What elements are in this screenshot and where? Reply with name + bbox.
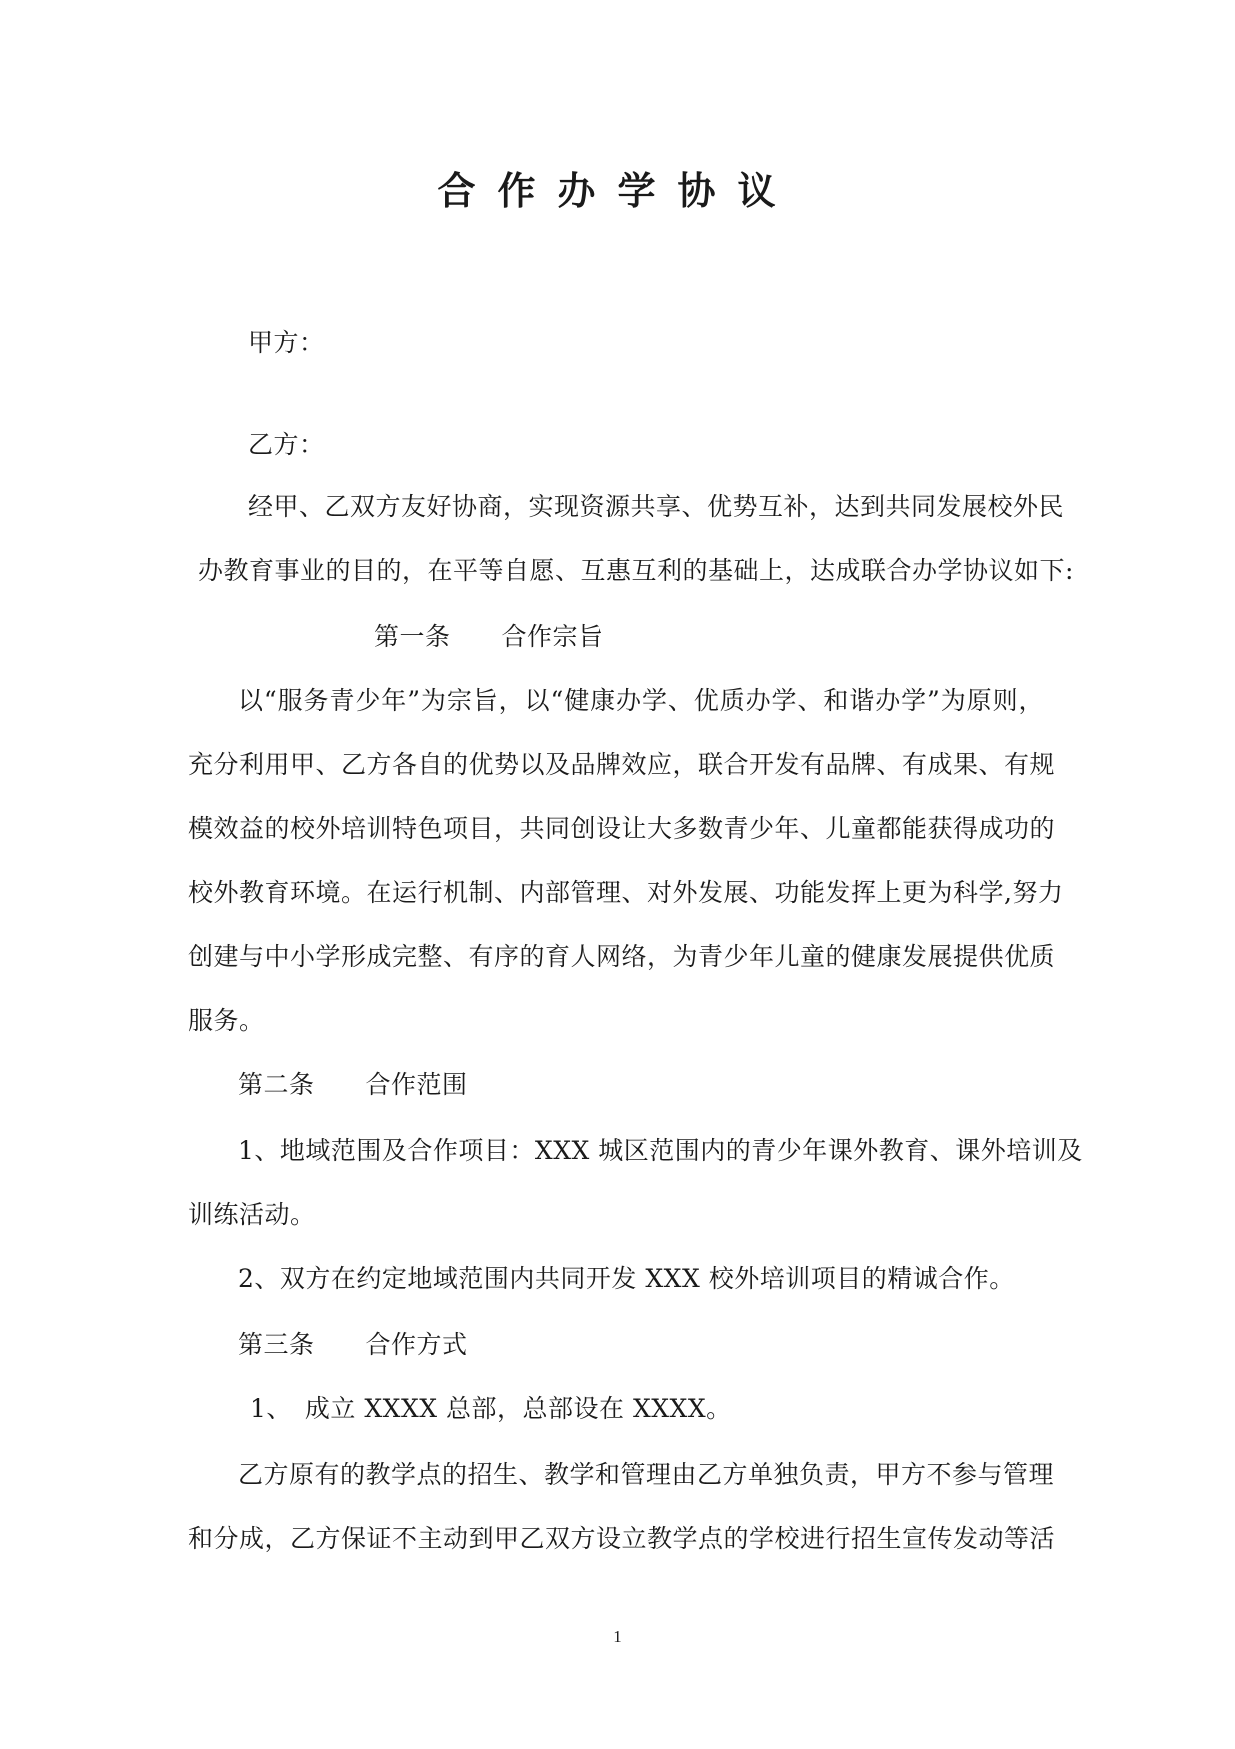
preamble-line: 办教育事业的目的，在平等自愿、互惠互利的基础上，达成联合办学协议如下: xyxy=(198,556,1074,585)
article-2-heading: 第二条 合作范围 xyxy=(238,1070,468,1099)
article-1-line: 充分利用甲、乙方各自的优势以及品牌效应，联合开发有品牌、有成果、有规 xyxy=(188,750,1056,779)
article-2-item-2: 2、双方在约定地域范围内共同开发 XXX 校外培训项目的精诚合作。 xyxy=(238,1264,1015,1293)
party-a-label: 甲方： xyxy=(248,328,325,357)
article-3-line: 和分成，乙方保证不主动到甲乙双方设立教学点的学校进行招生宣传发动等活 xyxy=(188,1524,1056,1553)
article-1-line: 服务。 xyxy=(188,1006,265,1035)
party-b-label: 乙方： xyxy=(248,430,325,459)
article-1-heading: 第一条 合作宗旨 xyxy=(374,622,604,651)
article-3-heading: 第三条 合作方式 xyxy=(238,1330,468,1359)
article-2-item-1-line: 训练活动。 xyxy=(188,1200,316,1229)
article-1-line: 校外教育环境。在运行机制、内部管理、对外发展、功能发挥上更为科学,努力 xyxy=(188,878,1064,907)
article-1-line: 模效益的校外培训特色项目，共同创设让大多数青少年、儿童都能获得成功的 xyxy=(188,814,1056,843)
preamble-line: 经甲、乙双方友好协商，实现资源共享、优势互补，达到共同发展校外民 xyxy=(248,492,1065,521)
article-3-line: 乙方原有的教学点的招生、教学和管理由乙方单独负责，甲方不参与管理 xyxy=(238,1460,1055,1489)
article-2-item-1-line: 1、地域范围及合作项目：XXX 城区范围内的青少年课外教育、课外培训及 xyxy=(238,1136,1083,1165)
article-1-line: 创建与中小学形成完整、有序的育人网络，为青少年儿童的健康发展提供优质 xyxy=(188,942,1056,971)
article-1-line: 以“服务青少年”为宗旨，以“健康办学、优质办学、和谐办学”为原则， xyxy=(238,686,1044,715)
page-number: 1 xyxy=(613,1627,622,1646)
article-3-item-1: 1、 成立 XXXX 总部，总部设在 XXXX。 xyxy=(250,1394,732,1423)
document-title: 合作办学协议 xyxy=(437,168,798,213)
